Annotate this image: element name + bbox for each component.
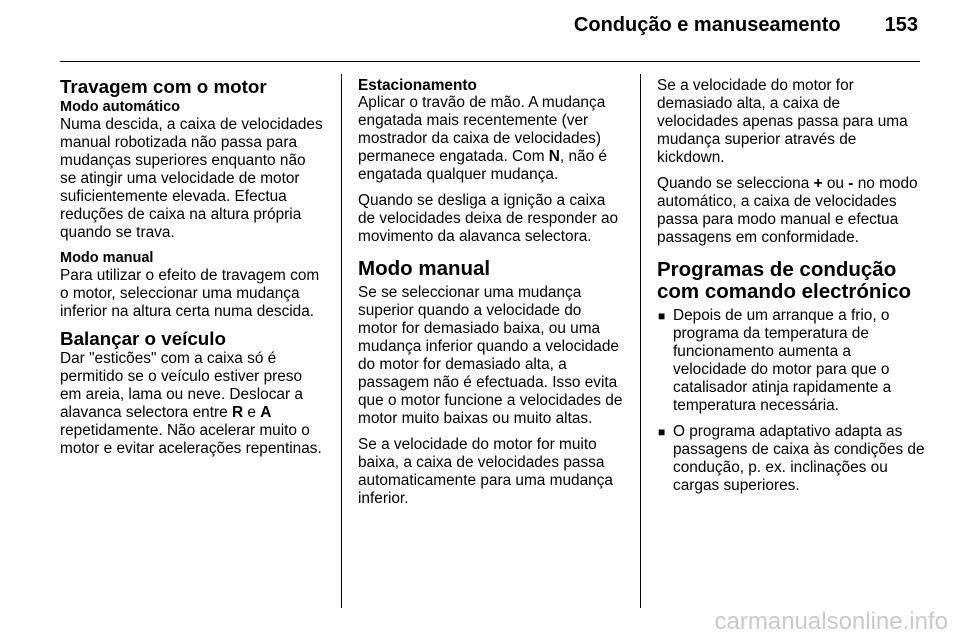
paragraph: Se se seleccionar uma mudança superior quando a velocidade do motor for demasiado baixa, ou uma mudança inferior quando a velocidade do motor for demasiado alta, a passagem não é efectuada. Isso evita que o motor funcione a velocidades de motor muito baixas ou muito altas.: [358, 284, 623, 427]
square-bullet-icon: ■: [658, 425, 666, 439]
section-heading: Travagem com o motor: [60, 76, 267, 97]
subsection-heading: Modo manual: [60, 250, 154, 266]
page-number: 153: [884, 14, 918, 36]
subsection-heading: Estacionamento: [358, 77, 477, 94]
list-item: ■ O programa adaptativo adapta as passagens de caixa às condições de condução, p. ex. inclinações ou cargas superiores.: [658, 423, 925, 494]
bullet-list: [657, 307, 925, 495]
paragraph: Numa descida, a caixa de velocidades manual robotizada não passa para mudanças superiores enquanto não se atingir uma velocidade de motor suficientemente elevada. Efectua reduções de caixa na altura própria quando se trava.: [60, 116, 323, 241]
key-minus: -: [848, 175, 854, 192]
section-heading: Modo manual: [358, 257, 491, 280]
paragraph: Se a velocidade do motor for demasiado alta, a caixa de velocidades apenas passa para uma mudança superior através de kickdown.: [657, 77, 908, 166]
key-plus: +: [813, 175, 823, 192]
column-middle: [358, 77, 624, 516]
subsection-heading: Modo automático: [60, 99, 181, 115]
paragraph: Dar "esticões" com a caixa só é permitido se o veículo estiver preso em areia, lama ou neve. Deslocar a alavanca selectora entre R e A repetidamente. Não acelerar muito o motor e evitar acelerações repentinas.: [60, 350, 322, 457]
paragraph: Para utilizar o efeito de travagem com o motor, seleccionar uma mudança inferior na altura certa numa descida.: [60, 267, 320, 320]
key-n: N: [548, 148, 560, 165]
page-header: [574, 14, 918, 37]
section-heading: Programas de condução com comando electrónico: [657, 258, 912, 303]
column-left: [60, 77, 326, 466]
paragraph: Se a velocidade do motor for muito baixa, a caixa de velocidades passa automaticamente para uma mudança inferior.: [358, 436, 613, 507]
watermark: carmanualsonline.info: [714, 608, 948, 635]
key-r: R: [231, 404, 244, 421]
column-divider: [341, 74, 342, 608]
square-bullet-icon: ■: [658, 309, 666, 323]
page-title: Condução e manuseamento: [573, 14, 841, 36]
paragraph: Aplicar o travão de mão. A mudança engatada mais recentemente (ver mostrador da caixa de velocidades) permanece engatada. Com N, não é engatada qualquer mudança.: [358, 94, 607, 183]
section-heading: Balançar o veículo: [60, 328, 226, 349]
column-right: [657, 77, 925, 503]
header-rule: [60, 61, 920, 62]
paragraph: Quando se desliga a ignição a caixa de velocidades deixa de responder ao movimento da alavanca selectora.: [358, 192, 619, 245]
key-a: A: [260, 404, 272, 421]
list-item: ■ Depois de um arranque a frio, o programa da temperatura de funcionamento aumenta a velocidade do motor para que o catalisador atinja rapidamente a temperatura necessária.: [658, 307, 892, 414]
paragraph: Quando se selecciona + ou - no modo automático, a caixa de velocidades passa para modo manual e efectua passagens em conformidade.: [657, 175, 918, 246]
column-divider: [640, 74, 641, 608]
